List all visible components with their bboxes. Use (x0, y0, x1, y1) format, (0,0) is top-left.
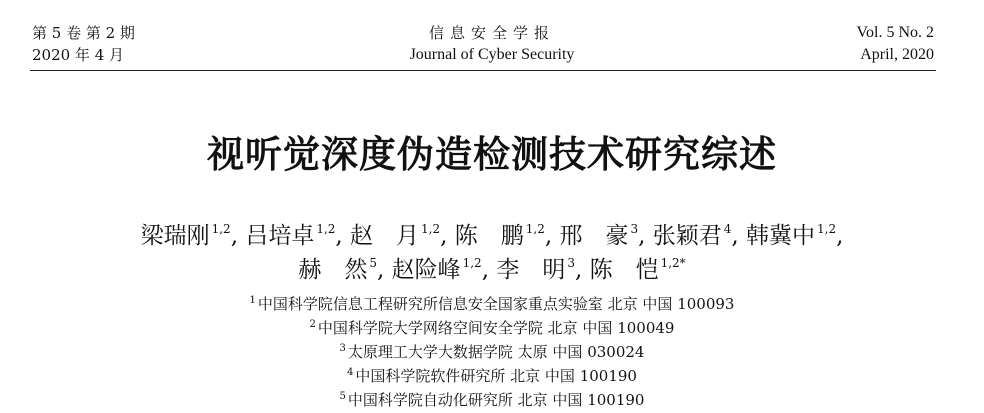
affiliation-text: 中国科学院自动化研究所 北京 中国 100190 (347, 391, 645, 409)
author-affiliation-mark: 1,2 (421, 222, 441, 236)
affiliation-number: 2 (309, 319, 316, 330)
author-separator: , (544, 223, 560, 249)
author-name: 陈 恺 (589, 257, 659, 283)
author-affiliation-mark: 1,2 (462, 256, 482, 270)
journal-name (0, 22, 984, 66)
volume-issue: 第 5 卷 第 2 期 (32, 24, 135, 42)
author-affiliation-mark: 3 (567, 256, 575, 270)
paper-title: 视听觉深度伪造检测技术研究综述 (207, 133, 777, 176)
author-affiliation-mark: 1,2 (817, 222, 837, 236)
author-name: 陈 鹏 (454, 223, 524, 249)
author-name: 吕培卓 (245, 223, 315, 249)
author-name: 赵 月 (350, 223, 420, 249)
header-rule (30, 70, 936, 71)
affiliation-number: 4 (347, 367, 354, 378)
publication-date-cn: 2020 年 4 月 (32, 46, 125, 64)
affiliation-line (0, 290, 984, 315)
journal-volume-en (857, 22, 935, 66)
affiliation-number: 1 (249, 295, 256, 306)
author-separator: , (481, 257, 497, 283)
author-affiliation-mark: 5 (369, 256, 377, 270)
author-name: 韩冀中 (746, 223, 815, 249)
journal-name-cn: 信息安全学报 (428, 24, 555, 42)
author-affiliation-mark: 1,2 (211, 222, 231, 236)
author-affiliation-mark: 1,2 (316, 222, 336, 236)
author-affiliation-mark: 1,2* (660, 256, 686, 270)
author-separator: , (440, 223, 455, 249)
affiliation-text: 中国科学院大学网络空间安全学院 北京 中国 100049 (317, 319, 675, 337)
author-affiliation-mark: 3 (630, 222, 639, 236)
author-name: 赵险峰 (391, 257, 461, 283)
affiliation-line (0, 314, 984, 339)
affiliation-number: 5 (339, 391, 346, 402)
volume-number-en: Vol. 5 No. 2 (856, 24, 934, 41)
journal-name-en: Journal of Cyber Security (409, 46, 575, 63)
author-separator: , (230, 223, 246, 249)
affiliation-text: 中国科学院软件研究所 北京 中国 100190 (355, 367, 637, 385)
author-separator: , (836, 223, 844, 249)
author-name: 梁瑞刚 (140, 223, 210, 249)
author-name: 邢 豪 (559, 223, 629, 249)
author-name: 李 明 (496, 257, 566, 283)
author-list-line-1 (0, 214, 984, 251)
affiliation-text: 太原理工大学大数据学院 太原 中国 030024 (347, 343, 645, 361)
affiliation-number: 3 (339, 343, 346, 354)
author-separator: , (638, 223, 653, 249)
author-name: 张颖君 (652, 223, 722, 249)
publication-date-en: April, 2020 (860, 46, 934, 63)
author-affiliation-mark: 1,2 (525, 222, 545, 236)
author-list-line-2 (0, 248, 984, 285)
author-separator: , (731, 223, 746, 249)
affiliation-line (0, 338, 984, 363)
affiliation-text: 中国科学院信息工程研究所信息安全国家重点实验室 北京 中国 100093 (257, 295, 735, 313)
author-separator: , (376, 257, 392, 283)
affiliation-line (0, 362, 984, 387)
author-separator: , (335, 223, 351, 249)
author-affiliation-mark: 4 (723, 222, 732, 236)
author-name: 赫 然 (298, 257, 368, 283)
affiliation-line (0, 386, 984, 411)
author-separator: , (574, 257, 590, 283)
